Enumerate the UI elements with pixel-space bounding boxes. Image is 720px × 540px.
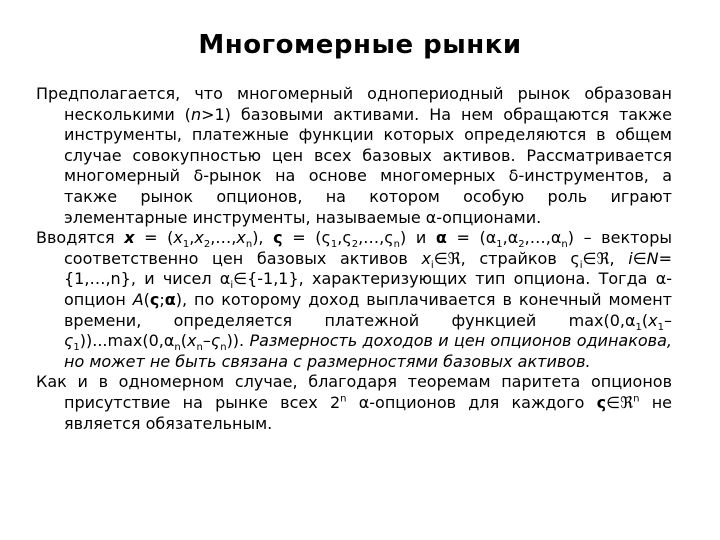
math-var: x bbox=[173, 228, 183, 248]
subscript: 2 bbox=[518, 239, 525, 251]
math-vector: ς bbox=[149, 289, 160, 309]
subscript: 2 bbox=[203, 239, 211, 251]
subscript: n bbox=[393, 239, 400, 251]
math-var: ς bbox=[210, 331, 221, 351]
text: ={1,…,n}, и чисел α bbox=[64, 248, 672, 289]
math-vector: α bbox=[435, 228, 447, 248]
superscript: n bbox=[340, 393, 347, 405]
text: ∈ℜ bbox=[606, 392, 634, 412]
text: – bbox=[202, 331, 211, 351]
subscript: i bbox=[579, 259, 583, 271]
math-vector: ς bbox=[273, 228, 283, 248]
text: , bbox=[189, 228, 195, 248]
subscript: n bbox=[220, 342, 227, 354]
math-var: n bbox=[190, 104, 202, 124]
text: ), bbox=[252, 228, 274, 248]
subscript: i bbox=[230, 280, 234, 292]
slide-body bbox=[36, 84, 672, 434]
text: не является обязательным. bbox=[64, 392, 673, 433]
subscript: i bbox=[430, 259, 434, 271]
subscript: n bbox=[174, 342, 181, 354]
superscript: n bbox=[633, 393, 640, 405]
text: >1) базовыми активами. На нем обращаются также инструменты, платежные функции которых определяются в общем случае совокупностью цен всех базовых активов. Рассматривается многомерный δ-рынок на основе многомерных δ-инструментов, а также рынок опционов, на котором особую роль играют элементарные инструменты, называемые α-опционами. bbox=[64, 104, 673, 227]
text: Предполагается, что многомерный однопериодный рынок образован несколькими ( bbox=[36, 84, 672, 124]
text: )). bbox=[226, 331, 245, 351]
text: ,…, bbox=[210, 228, 237, 248]
text: ) – векторы соответственно цен базовых активов bbox=[64, 228, 673, 268]
text: ∈ℜ, страйков ς bbox=[433, 248, 580, 268]
subscript: 1 bbox=[635, 321, 642, 333]
math-var: x bbox=[187, 331, 197, 351]
text: ( bbox=[143, 289, 150, 309]
text: ( bbox=[641, 310, 649, 330]
text: α-опционов для каждого bbox=[346, 392, 597, 412]
subscript: 1 bbox=[657, 321, 664, 333]
math-var: ς bbox=[64, 331, 74, 351]
math-var: x bbox=[648, 310, 658, 330]
text: ,…,α bbox=[524, 228, 562, 248]
math-vector: α bbox=[164, 289, 176, 309]
paragraph-3 bbox=[36, 372, 672, 434]
subscript: 1 bbox=[73, 342, 80, 354]
text: ; bbox=[159, 289, 165, 309]
subscript: n bbox=[561, 239, 568, 251]
math-var: x bbox=[236, 228, 246, 248]
text: ( bbox=[180, 331, 188, 351]
paragraph-2 bbox=[36, 228, 672, 372]
text: ), по которому доход выплачивается в конечный момент времени, определяется платежной функцией max(0,α bbox=[64, 289, 673, 330]
subscript: n bbox=[196, 342, 203, 354]
text: ,α bbox=[502, 228, 519, 248]
math-var: x bbox=[194, 228, 204, 248]
text: ,…,ς bbox=[358, 228, 394, 248]
math-var: A bbox=[132, 289, 144, 309]
math-var: i bbox=[628, 248, 633, 268]
text: = (ς bbox=[282, 228, 331, 248]
subscript: 1 bbox=[496, 239, 503, 251]
text: Как и в одномерном случае, благодаря теоремам паритета опционов присутствие на рынке всех 2 bbox=[36, 372, 672, 412]
subscript: 2 bbox=[351, 239, 359, 251]
text: ,ς bbox=[337, 228, 352, 248]
text: = ( bbox=[134, 228, 174, 248]
text: Вводятся bbox=[36, 228, 125, 248]
text: = (α bbox=[446, 228, 497, 248]
subscript: 1 bbox=[330, 239, 338, 251]
italic-note: Размерность доходов и цен опционов одинакова, но может не быть связана с размерностями базовых активов. bbox=[64, 331, 672, 371]
text: ) и bbox=[400, 228, 436, 248]
math-var: N bbox=[646, 248, 659, 268]
text: – bbox=[664, 310, 672, 330]
text: ))...max(0,α bbox=[79, 331, 175, 351]
text: ∈ℜ, bbox=[582, 248, 629, 268]
subscript: 1 bbox=[182, 239, 190, 251]
math-var: x bbox=[421, 248, 431, 268]
math-vector: ς bbox=[596, 392, 607, 412]
slide-title: Многомерные рынки bbox=[198, 30, 522, 60]
paragraph-1 bbox=[36, 84, 672, 228]
text: ∈{-1,1}, характеризующих тип опциона. Тогда α-опцион bbox=[64, 269, 673, 309]
math-var: x bbox=[124, 228, 135, 248]
subscript: n bbox=[245, 239, 253, 251]
text: ∈ bbox=[632, 248, 647, 268]
